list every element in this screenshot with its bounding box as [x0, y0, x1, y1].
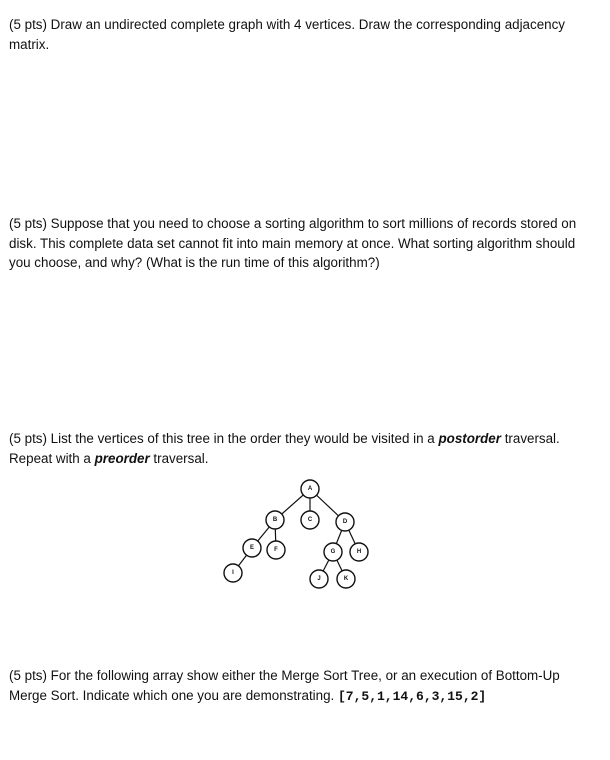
- svg-text:B: B: [272, 517, 278, 523]
- svg-text:E: E: [249, 545, 255, 551]
- tree-node-g: [324, 543, 342, 561]
- tree-node-i: [224, 564, 242, 582]
- question-2: (5 pts) Suppose that you need to choose a sorting algorithm to sort millions of records stored on disk. This complete data set cannot fit into main memory at once. What sorting algorithm should you choose, and why? (What is the run time of this algorithm?): [9, 216, 577, 270]
- postorder-emphasis: postorder: [438, 431, 501, 446]
- svg-text:A: A: [307, 486, 313, 492]
- question-3-text-c: traversal.: [149, 450, 209, 466]
- tree-node-k: [337, 570, 355, 588]
- svg-text:D: D: [342, 519, 348, 525]
- svg-text:C: C: [307, 517, 313, 523]
- tree-node-h: [350, 543, 368, 561]
- svg-text:F: F: [274, 547, 278, 553]
- tree-edges: [233, 489, 362, 579]
- svg-text:I: I: [232, 570, 234, 576]
- question-4-text: (5 pts) For the following array show either the Merge Sort Tree, or an execution of Bottom-Up Merge Sort. Indicate which one you are demonstrating.: [9, 668, 560, 703]
- svg-text:H: H: [356, 549, 362, 555]
- tree-node-d: [336, 513, 354, 531]
- preorder-emphasis: preorder: [94, 450, 150, 466]
- question-4: [9, 666, 594, 706]
- array-literal: [7,5,1,14,6,3,15,2]: [338, 688, 487, 704]
- svg-text:G: G: [330, 549, 336, 555]
- svg-text:J: J: [317, 576, 321, 582]
- svg-text:K: K: [343, 576, 349, 582]
- tree-node-f: [267, 541, 285, 559]
- tree-node-c: [301, 511, 319, 529]
- tree-node-e: [243, 539, 261, 557]
- question-3-text-a: (5 pts) List the vertices of this tree in the order they would be visited in a: [9, 431, 439, 446]
- tree-node-j: [310, 570, 328, 588]
- question-3-text-b: traversal. Repeat with a: [9, 431, 560, 466]
- tree-node-a: [301, 480, 319, 498]
- tree-node-b: [266, 511, 284, 529]
- question-1: (5 pts) Draw an undirected complete graph with 4 vertices. Draw the corresponding adjacency matrix.: [9, 17, 565, 52]
